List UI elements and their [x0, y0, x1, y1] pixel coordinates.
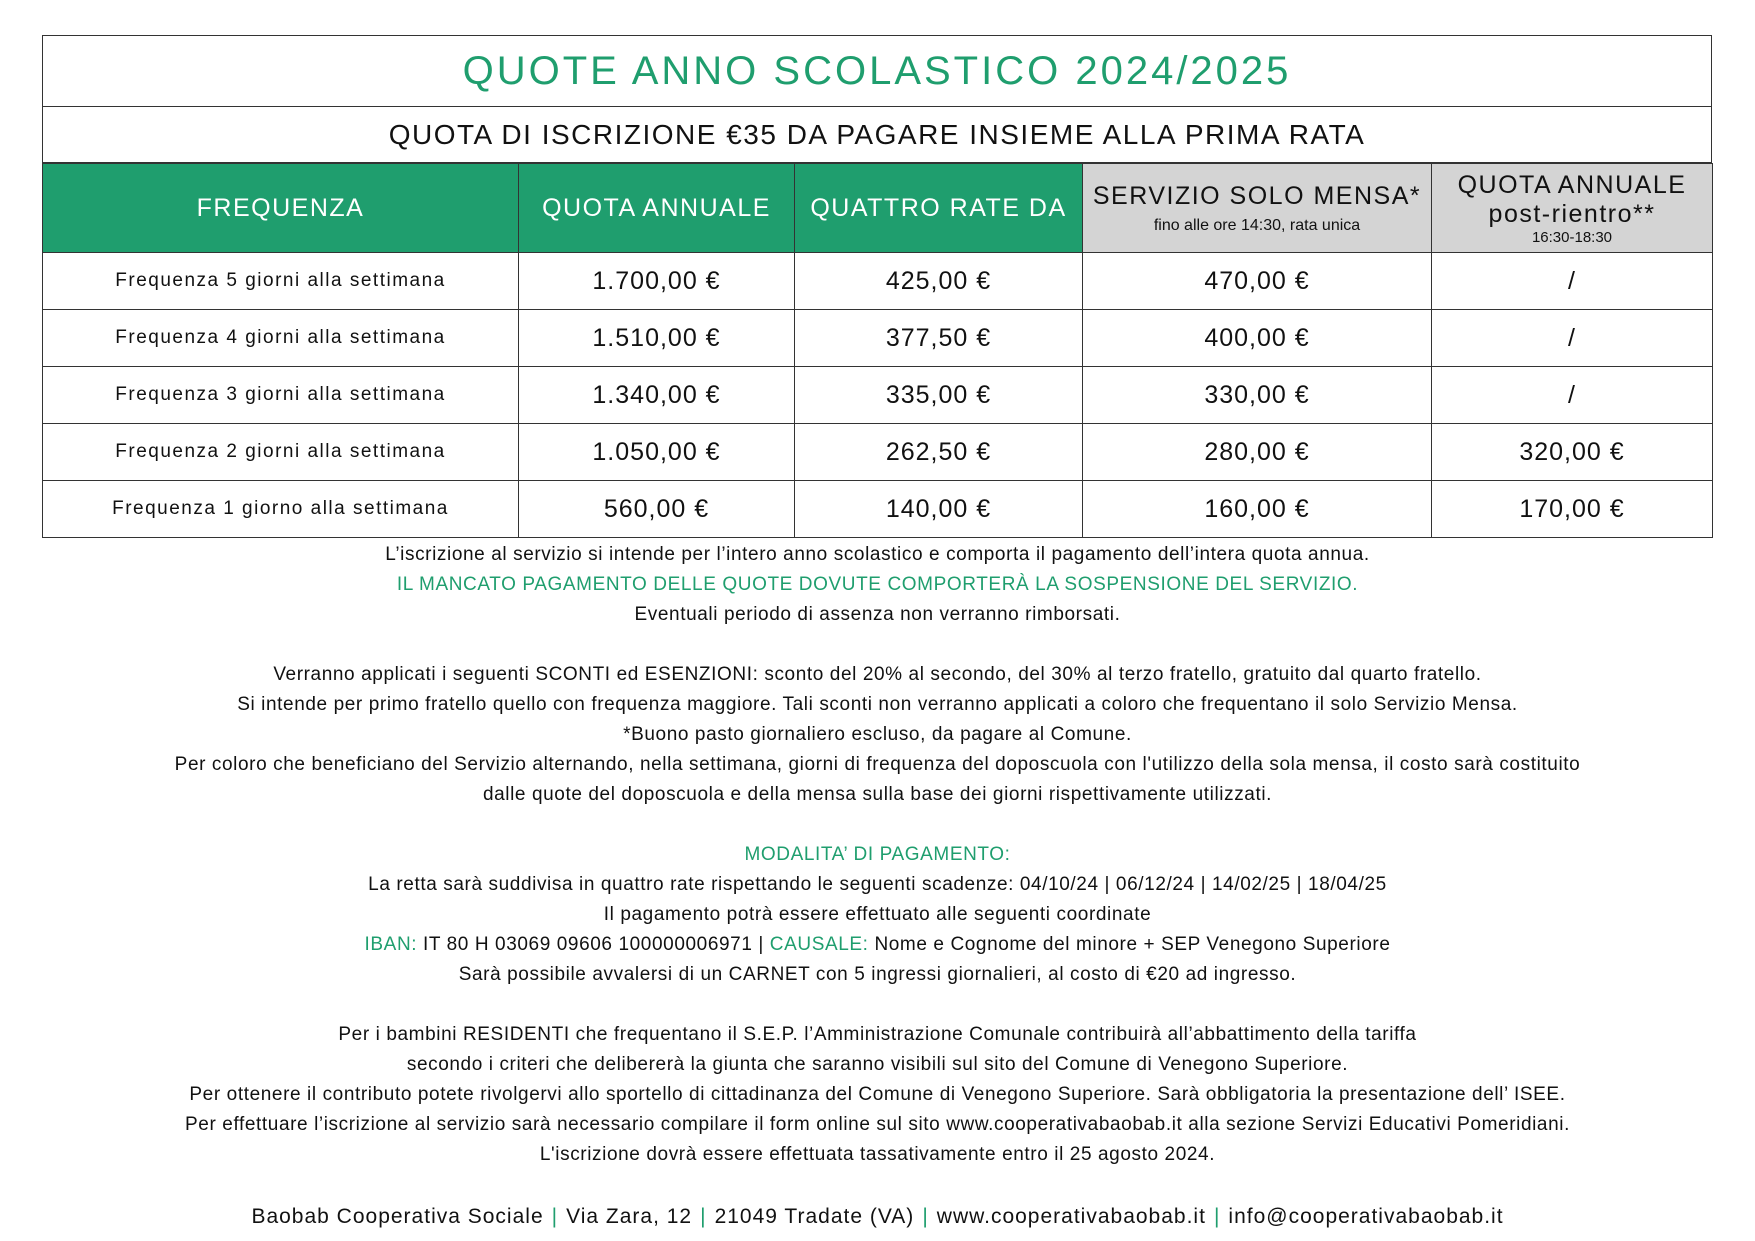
cell-post-rientro: /	[1432, 367, 1713, 424]
header-post-note: 16:30-18:30	[1531, 228, 1613, 246]
notes-section	[0, 540, 1755, 1170]
note-first-sibling: Si intende per primo fratello quello con frequenza maggiore. Tali sconti non verranno applicati a coloro che frequentano il solo Servizio Mensa.	[237, 694, 1518, 715]
cell-post-rientro: 320,00 €	[1432, 424, 1713, 481]
header-mensa-note: fino alle ore 14:30, rata unica	[1153, 216, 1361, 234]
cell-frequenza: Frequenza 1 giorno alla settimana	[43, 481, 519, 538]
note-deadline: L'iscrizione dovrà essere effettuata tassativamente entro il 25 agosto 2024.	[539, 1144, 1216, 1165]
footer	[0, 1205, 1755, 1229]
page-title: QUOTE ANNO SCOLASTICO 2024/2025	[462, 48, 1292, 93]
title-box	[42, 35, 1712, 107]
cell-quota-annuale: 1.700,00 €	[519, 253, 795, 310]
cell-post-rientro: /	[1432, 310, 1713, 367]
header-quattro-rate: QUATTRO RATE DA	[795, 164, 1083, 253]
footer-email-link[interactable]: info@cooperativabaobab.it	[1228, 1205, 1504, 1228]
footer-separator: |	[700, 1205, 707, 1228]
cell-quota-annuale: 560,00 €	[519, 481, 795, 538]
header-mensa	[1083, 164, 1432, 253]
header-quota-annuale: QUOTA ANNUALE	[519, 164, 795, 253]
cell-quota-annuale: 1.340,00 €	[519, 367, 795, 424]
footer-separator: |	[1213, 1205, 1221, 1228]
cell-quattro-rate: 377,50 €	[795, 310, 1083, 367]
cell-mensa: 470,00 €	[1083, 253, 1432, 310]
iban-label: IBAN:	[364, 934, 418, 955]
note-residents-1: Per i bambini RESIDENTI che frequentano il S.E.P. l’Amministrazione Comunale contribuirà all’abbattimento della tariffa	[338, 1024, 1417, 1045]
cell-quattro-rate: 262,50 €	[795, 424, 1083, 481]
table-row	[43, 481, 1713, 538]
discounts-label: SCONTI ed ESENZIONI	[535, 664, 753, 685]
cell-mensa: 330,00 €	[1083, 367, 1432, 424]
note-enrollment: L’iscrizione al servizio si intende per l’intero anno scolastico e comporta il pagamento dell’intera quota annua.	[385, 544, 1370, 565]
note-meal-voucher: *Buono pasto giornaliero escluso, da pagare al Comune.	[623, 724, 1132, 745]
payment-coordinates-intro: Il pagamento potrà essere effettuato alle seguenti coordinate	[603, 904, 1152, 925]
table-row	[43, 310, 1713, 367]
note-isee: Per ottenere il contributo potete rivolgervi allo sportello di cittadinanza del Comune di Venegono Superiore. Sarà obbligatoria la presentazione dell’ ISEE.	[189, 1084, 1566, 1105]
footer-address: Via Zara, 12	[566, 1205, 693, 1228]
header-post-rientro	[1432, 164, 1713, 253]
note-no-refund: Eventuali periodo di assenza non verranno rimborsati.	[634, 604, 1121, 625]
cell-frequenza: Frequenza 2 giorni alla settimana	[43, 424, 519, 481]
cell-quattro-rate: 335,00 €	[795, 367, 1083, 424]
footer-name: Baobab Cooperativa Sociale	[251, 1205, 544, 1228]
footer-city: 21049 Tradate (VA)	[714, 1205, 915, 1228]
cell-post-rientro: 170,00 €	[1432, 481, 1713, 538]
payment-title: MODALITA’ DI PAGAMENTO:	[744, 844, 1011, 865]
note-discounts	[0, 660, 1755, 690]
header-post-line2: post-rientro**	[1488, 199, 1656, 228]
table-header-row	[43, 164, 1713, 253]
table-row	[43, 367, 1713, 424]
causale-value: Nome e Cognome del minore + SEP Venegono Superiore	[868, 934, 1391, 955]
note-alternating-2: dalle quote del doposcuola e della mensa sulla base dei giorni rispettivamente utilizzati.	[482, 784, 1273, 805]
iban-value: IT 80 H 03069 09606 100000006971 |	[417, 934, 770, 955]
payment-deadlines: La retta sarà suddivisa in quattro rate rispettando le seguenti scadenze: 04/10/24 | 06/12/24 | 14/02/25 | 18/04/25	[368, 874, 1387, 895]
subtitle-box	[42, 107, 1712, 163]
cell-quattro-rate: 140,00 €	[795, 481, 1083, 538]
cell-mensa: 400,00 €	[1083, 310, 1432, 367]
footer-website-link[interactable]: www.cooperativabaobab.it	[936, 1205, 1206, 1228]
cell-mensa: 160,00 €	[1083, 481, 1432, 538]
causale-label: CAUSALE:	[769, 934, 869, 955]
discounts-detail: : sconto del 20% al secondo, del 30% al terzo fratello, gratuito dal quarto fratello.	[752, 664, 1482, 685]
cell-quattro-rate: 425,00 €	[795, 253, 1083, 310]
payment-carnet: Sarà possibile avvalersi di un CARNET con 5 ingressi giornalieri, al costo di €20 ad ingresso.	[458, 964, 1297, 985]
discounts-intro: Verranno applicati i seguenti	[273, 664, 536, 685]
cell-post-rientro: /	[1432, 253, 1713, 310]
note-online-form: Per effettuare l’iscrizione al servizio sarà necessario compilare il form online sul sito www.cooperativabaobab.it alla sezione Servizi Educativi Pomeridiani.	[185, 1114, 1570, 1135]
header-post-line1: QUOTA ANNUALE	[1457, 170, 1687, 199]
note-alternating-1: Per coloro che beneficiano del Servizio alternando, nella settimana, giorni di frequenza del doposcuola con l'utilizzo della sola mensa, il costo sarà costituito	[174, 754, 1581, 775]
payment-iban-line	[0, 930, 1755, 960]
cell-mensa: 280,00 €	[1083, 424, 1432, 481]
enrollment-fee-note: QUOTA DI ISCRIZIONE €35 DA PAGARE INSIEME ALLA PRIMA RATA	[388, 118, 1366, 150]
cell-quota-annuale: 1.050,00 €	[519, 424, 795, 481]
note-residents-2: secondo i criteri che delibererà la giunta che saranno visibili sul sito del Comune di Venegono Superiore.	[406, 1054, 1349, 1075]
table-row	[43, 253, 1713, 310]
cell-frequenza: Frequenza 5 giorni alla settimana	[43, 253, 519, 310]
fees-table	[42, 163, 1713, 538]
footer-separator: |	[551, 1205, 559, 1228]
cell-frequenza: Frequenza 4 giorni alla settimana	[43, 310, 519, 367]
header-mensa-label: SERVIZIO SOLO MENSA*	[1092, 181, 1422, 210]
cell-frequenza: Frequenza 3 giorni alla settimana	[43, 367, 519, 424]
cell-quota-annuale: 1.510,00 €	[519, 310, 795, 367]
footer-separator: |	[922, 1205, 929, 1228]
table-row	[43, 424, 1713, 481]
price-sheet	[42, 35, 1712, 538]
header-frequenza: FREQUENZA	[43, 164, 519, 253]
note-suspension-warning: IL MANCATO PAGAMENTO DELLE QUOTE DOVUTE COMPORTERÀ LA SOSPENSIONE DEL SERVIZIO.	[396, 574, 1359, 595]
